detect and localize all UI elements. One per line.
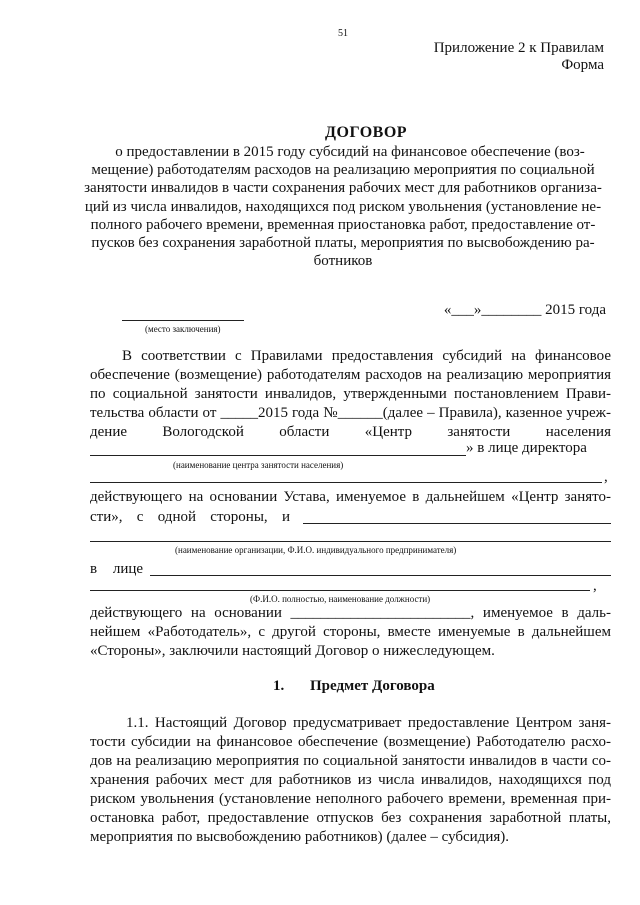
page-number: 51 [338, 28, 348, 39]
person-label: в лице [90, 561, 144, 577]
fio-caption: (Ф.И.О. полностью, наименование должности) [250, 594, 431, 604]
comma-mark: , [604, 469, 608, 485]
intro-line: тельства области от _____2015 года №______(далее – Правила), казенное учреж- [90, 405, 611, 421]
form-label: Форма [561, 57, 604, 73]
clause-line: тости субсидии на финансовое обеспечение (возмещение) Работодателю расхо- [90, 734, 611, 750]
organization-field-line-2 [90, 541, 611, 542]
subtitle-line: о предоставлении в 2015 году субсидий на финансовое обеспечение (воз- [115, 144, 585, 160]
subtitle-line: ций из числа инвалидов, находящихся под риском увольнения (установление не- [84, 198, 602, 215]
side-line: сти», с одной стороны, и [90, 509, 290, 525]
intro-line: дение Вологодской области «Центр занятости населения [90, 424, 611, 440]
clause-line: дов на реализацию мероприятия по социальной занятости инвалидов в части со- [90, 753, 611, 769]
clause-line: мероприятия по высвобождению работников) (далее – субсидия). [90, 829, 509, 845]
employment-center-caption: (наименование центра занятости населения) [173, 460, 344, 470]
intro-line: В соответствии с Правилами предоставления субсидий на финансовое [122, 348, 611, 364]
acting-line: действующего на основании Устава, именуемое в дальнейшем «Центр занято- [90, 489, 611, 505]
subtitle-line: ботников [313, 253, 373, 270]
blank-field-line [90, 482, 602, 483]
section-title: Предмет Договора [310, 678, 435, 694]
director-text: » в лице директора [466, 440, 587, 456]
place-caption: (место заключения) [145, 324, 221, 334]
document-title: ДОГОВОР [325, 124, 408, 141]
organization-caption: (наименование организации, Ф.И.О. индивидуального предпринимателя) [175, 545, 457, 555]
document-subtitle [78, 143, 608, 270]
comma-mark: , [593, 578, 597, 594]
intro-line: по социальной занятости инвалидов, утвержденными постановлением Прави- [90, 386, 611, 402]
subtitle-line: мещение) работодателям расходов на реализацию мероприятия по социальной [91, 162, 595, 179]
clause-line: остановка работ, предоставление отпусков без сохранения заработной платы, [90, 810, 611, 826]
closing-line: «Стороны», заключили настоящий Договор о нижеследующем. [90, 643, 495, 659]
intro-line: обеспечение (возмещение) работодателям расходов на реализацию мероприятия [90, 367, 611, 383]
acting-basis-line: действующего на основании ________________________, именуемое в даль- [90, 605, 611, 621]
contract-date: «___»________ 2015 года [443, 302, 606, 318]
clause-line: 1.1. Настоящий Договор предусматривает предоставление Центром заня- [126, 715, 611, 731]
employment-center-name-field [90, 455, 466, 456]
subtitle-line: занятости инвалидов в части сохранения рабочих мест для работников организа- [84, 180, 602, 197]
person-field-line-2 [90, 590, 590, 591]
clause-line: хранения рабочих мест для работников из числа инвалидов, находящихся под [90, 772, 611, 788]
clause-line: риском увольнения (установление неполного рабочего времени, временная при- [90, 791, 611, 807]
organization-field-line [303, 523, 611, 524]
section-number: 1. [273, 678, 285, 694]
subtitle-line: полного рабочего времени, временная приостановка работ, предоставление от- [90, 216, 596, 233]
place-field-line [122, 320, 244, 321]
appendix-label: Приложение 2 к Правилам [433, 40, 604, 56]
subtitle-line: пусков без сохранения заработной платы, мероприятия по высвобождению ра- [91, 235, 595, 252]
closing-line: нейшем «Работодатель», с другой стороны, вместе именуемые в дальнейшем [90, 624, 611, 640]
person-field-line [150, 575, 611, 576]
